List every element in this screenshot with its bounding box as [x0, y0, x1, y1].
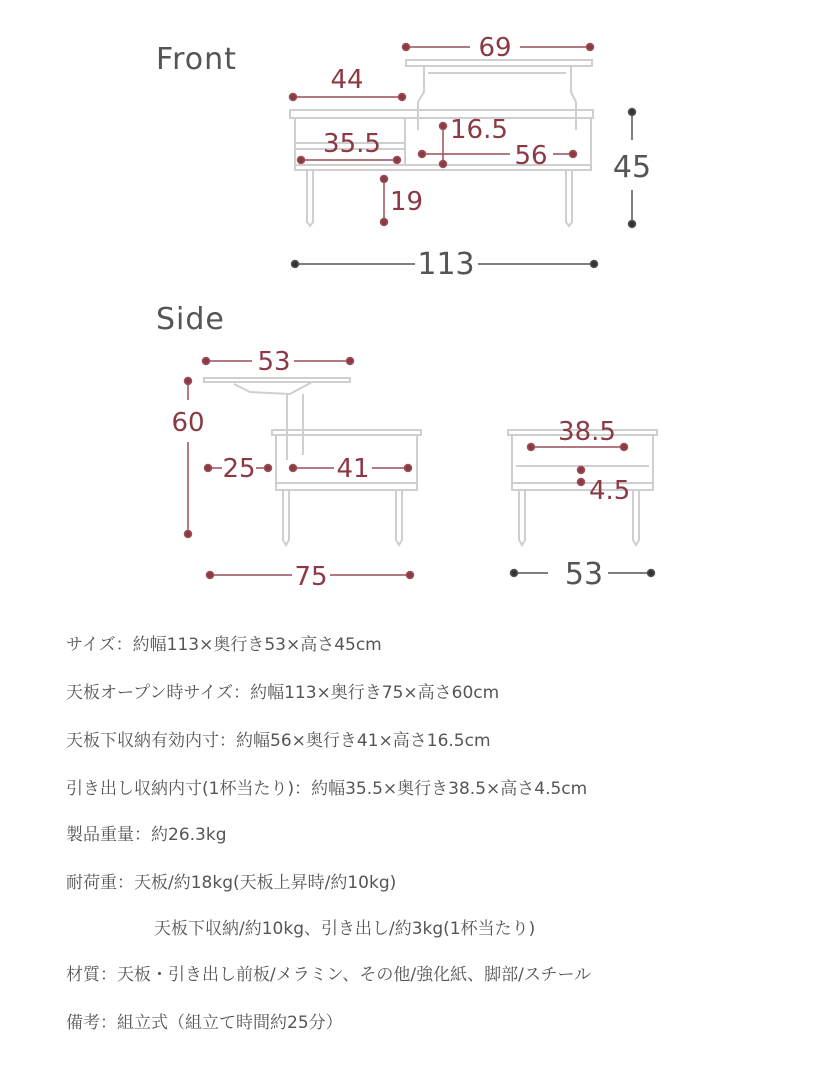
dim-60: 60: [171, 408, 205, 438]
spec-weight: 製品重量：約26.3kg: [66, 825, 227, 845]
dim-38-5: 38.5: [558, 417, 616, 447]
spec-size: サイズ：約幅113×奥行き53×高さ45cm: [66, 635, 382, 655]
dim-19: 19: [390, 187, 424, 217]
dim-45: 45: [612, 150, 652, 185]
spec-notes: 備考：組立式（組立て時間約25分）: [66, 1013, 343, 1033]
dim-35-5: 35.5: [323, 129, 381, 159]
dim-41: 41: [336, 454, 370, 484]
dim-44: 44: [330, 65, 364, 95]
dim-69: 69: [478, 33, 512, 63]
spec-material: 材質：天板・引き出し前板/メラミン、その他/強化紙、脚部/スチール: [66, 965, 592, 985]
dim-53-closed: 53: [564, 557, 604, 592]
dim-25: 25: [222, 454, 256, 484]
dim-75: 75: [294, 562, 328, 592]
side-view-title: Side: [156, 302, 225, 337]
spec-storage-inner: 天板下収納有効内寸：約幅56×奥行き41×高さ16.5cm: [66, 731, 491, 751]
dim-56: 56: [514, 141, 548, 171]
dim-16-5: 16.5: [450, 115, 508, 145]
dim-113: 113: [417, 247, 475, 282]
side-open-dimension-lines: [185, 358, 414, 579]
spec-open-size: 天板オープン時サイズ：約幅113×奥行き75×高さ60cm: [66, 683, 500, 703]
dim-53-top: 53: [257, 347, 291, 377]
dim-4-5: 4.5: [589, 476, 631, 506]
front-view-title: Front: [156, 42, 237, 77]
spec-drawer-inner: 引き出し収納内寸(1杯当たり)：約幅35.5×奥行き38.5×高さ4.5cm: [66, 779, 588, 799]
spec-load-capacity-cont: 天板下収納/約10kg、引き出し/約3kg(1杯当たり): [154, 919, 536, 939]
spec-load-capacity: 耐荷重：天板/約18kg(天板上昇時/約10kg): [66, 873, 397, 893]
